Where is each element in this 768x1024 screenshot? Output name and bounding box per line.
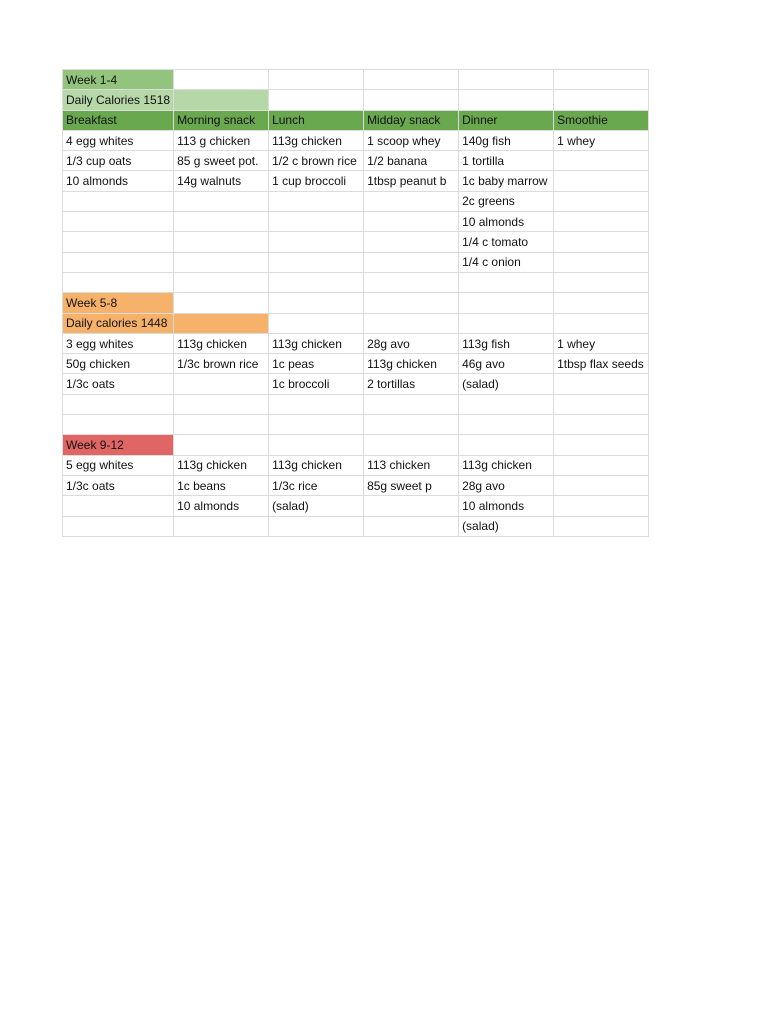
cell[interactable]: 113g chicken xyxy=(269,333,364,353)
cell[interactable] xyxy=(554,374,649,394)
cell[interactable] xyxy=(63,516,174,536)
cell[interactable] xyxy=(459,272,554,292)
cell[interactable] xyxy=(554,151,649,171)
cell[interactable]: 1c broccoli xyxy=(269,374,364,394)
section-label-cell[interactable] xyxy=(63,313,174,333)
cell[interactable] xyxy=(554,171,649,191)
cell[interactable] xyxy=(269,435,364,455)
cell[interactable]: 113g chicken xyxy=(174,455,269,475)
cell[interactable]: 10 almonds xyxy=(459,496,554,516)
table-row xyxy=(63,212,649,232)
cell[interactable] xyxy=(174,90,269,110)
cell[interactable] xyxy=(459,394,554,414)
cell[interactable]: 1/4 c onion xyxy=(459,252,554,272)
cell[interactable]: 113g chicken xyxy=(269,455,364,475)
cell[interactable] xyxy=(63,252,174,272)
cell[interactable] xyxy=(174,313,269,333)
cell[interactable]: 113g chicken xyxy=(459,455,554,475)
cell[interactable]: 14g walnuts xyxy=(174,171,269,191)
cell[interactable]: 2 tortillas xyxy=(364,374,459,394)
section-label-row xyxy=(63,435,649,455)
table-row xyxy=(63,374,649,394)
cell[interactable] xyxy=(269,232,364,252)
cell[interactable]: 5 egg whites xyxy=(63,455,174,475)
table-row xyxy=(63,191,649,211)
cell[interactable] xyxy=(174,272,269,292)
cell[interactable] xyxy=(554,252,649,272)
cell[interactable] xyxy=(554,394,649,414)
cell[interactable] xyxy=(554,212,649,232)
cell[interactable] xyxy=(554,496,649,516)
cell[interactable] xyxy=(269,212,364,232)
column-header[interactable]: Dinner xyxy=(459,110,554,130)
cell[interactable] xyxy=(554,272,649,292)
cell[interactable] xyxy=(269,415,364,435)
column-header[interactable]: Smoothie xyxy=(554,110,649,130)
cell[interactable] xyxy=(63,415,174,435)
section-label-cell[interactable] xyxy=(63,435,174,455)
column-header[interactable]: Breakfast xyxy=(63,110,174,130)
table-row xyxy=(63,455,649,475)
cell[interactable] xyxy=(364,252,459,272)
cell[interactable] xyxy=(364,516,459,536)
cell[interactable]: 1 whey xyxy=(554,333,649,353)
cell[interactable] xyxy=(174,374,269,394)
cell[interactable] xyxy=(364,212,459,232)
cell[interactable] xyxy=(174,415,269,435)
cell[interactable]: 50g chicken xyxy=(63,354,174,374)
cell[interactable] xyxy=(554,435,649,455)
table-row xyxy=(63,475,649,495)
cell[interactable]: 28g avo xyxy=(459,475,554,495)
cell[interactable]: 1/3c oats xyxy=(63,374,174,394)
table-row xyxy=(63,232,649,252)
cell[interactable] xyxy=(554,232,649,252)
cell[interactable]: 10 almonds xyxy=(63,171,174,191)
cell[interactable] xyxy=(174,70,269,90)
cell[interactable]: 85g sweet p xyxy=(364,475,459,495)
cell[interactable] xyxy=(174,394,269,414)
cell[interactable]: (salad) xyxy=(459,374,554,394)
cell[interactable] xyxy=(63,191,174,211)
column-header[interactable]: Morning snack xyxy=(174,110,269,130)
cell[interactable] xyxy=(269,90,364,110)
cell[interactable]: 85 g sweet pot. xyxy=(174,151,269,171)
section-label: Daily Calories 1518 xyxy=(66,92,171,107)
cell[interactable]: 1 tortilla xyxy=(459,151,554,171)
cell[interactable] xyxy=(364,394,459,414)
cell[interactable] xyxy=(63,232,174,252)
cell[interactable] xyxy=(269,272,364,292)
cell[interactable]: 113g fish xyxy=(459,333,554,353)
cell[interactable] xyxy=(174,191,269,211)
meal-plan-sheet xyxy=(62,69,649,537)
cell[interactable]: 1/3c rice xyxy=(269,475,364,495)
section-label-row xyxy=(63,70,649,90)
cell[interactable]: 46g avo xyxy=(459,354,554,374)
cell[interactable]: 140g fish xyxy=(459,130,554,150)
cell[interactable] xyxy=(63,272,174,292)
table-row xyxy=(63,496,649,516)
cell[interactable]: 113g chicken xyxy=(364,354,459,374)
section-label: Week 5-8 xyxy=(66,295,118,310)
cell[interactable]: 1tbsp flax seeds xyxy=(554,354,649,374)
cell[interactable]: 1c beans xyxy=(174,475,269,495)
cell[interactable] xyxy=(554,313,649,333)
cell[interactable] xyxy=(459,313,554,333)
cell[interactable] xyxy=(269,252,364,272)
cell[interactable] xyxy=(554,415,649,435)
section-label-row xyxy=(63,293,649,313)
cell[interactable] xyxy=(364,313,459,333)
cell[interactable] xyxy=(554,475,649,495)
cell[interactable] xyxy=(364,272,459,292)
cell[interactable]: 10 almonds xyxy=(459,212,554,232)
cell[interactable]: 113 g chicken xyxy=(174,130,269,150)
cell[interactable] xyxy=(269,516,364,536)
table-row xyxy=(63,516,649,536)
table-row xyxy=(63,151,649,171)
cell[interactable]: 1c peas xyxy=(269,354,364,374)
cell[interactable]: 3 egg whites xyxy=(63,333,174,353)
cell[interactable] xyxy=(364,415,459,435)
section-label-row xyxy=(63,313,649,333)
cell[interactable] xyxy=(554,191,649,211)
cell[interactable]: 4 egg whites xyxy=(63,130,174,150)
cell[interactable] xyxy=(554,455,649,475)
cell[interactable] xyxy=(269,313,364,333)
section-label: Week 9-12 xyxy=(66,437,124,452)
cell[interactable] xyxy=(459,90,554,110)
cell[interactable] xyxy=(554,516,649,536)
table-row xyxy=(63,415,649,435)
cell[interactable] xyxy=(459,435,554,455)
cell[interactable]: 1/3c oats xyxy=(63,475,174,495)
cell[interactable]: 1 cup broccoli xyxy=(269,171,364,191)
cell[interactable]: 1/3 cup oats xyxy=(63,151,174,171)
section-label-cell[interactable] xyxy=(63,293,174,313)
cell[interactable] xyxy=(63,394,174,414)
header-row xyxy=(63,110,649,130)
cell[interactable]: 1/3c brown rice xyxy=(174,354,269,374)
section-label-cell[interactable] xyxy=(63,70,174,90)
table-row xyxy=(63,130,649,150)
cell[interactable] xyxy=(269,394,364,414)
table-row xyxy=(63,333,649,353)
cell[interactable]: 10 almonds xyxy=(174,496,269,516)
cell[interactable]: 1 whey xyxy=(554,130,649,150)
cell[interactable] xyxy=(63,212,174,232)
table-row xyxy=(63,252,649,272)
cell[interactable]: 28g avo xyxy=(364,333,459,353)
cell[interactable] xyxy=(174,516,269,536)
cell[interactable]: (salad) xyxy=(269,496,364,516)
column-header[interactable]: Lunch xyxy=(269,110,364,130)
cell[interactable] xyxy=(554,70,649,90)
cell[interactable] xyxy=(174,252,269,272)
cell[interactable]: 1c baby marrow xyxy=(459,171,554,191)
cell[interactable] xyxy=(269,293,364,313)
cell[interactable] xyxy=(269,191,364,211)
column-header[interactable]: Midday snack xyxy=(364,110,459,130)
cell[interactable] xyxy=(174,435,269,455)
cell[interactable] xyxy=(364,70,459,90)
cell[interactable]: 113 chicken xyxy=(364,455,459,475)
cell[interactable] xyxy=(554,90,649,110)
section-label-cell[interactable] xyxy=(63,90,174,110)
section-label: Daily calories 1448 xyxy=(66,316,168,331)
cell[interactable] xyxy=(364,435,459,455)
cell[interactable] xyxy=(174,212,269,232)
cell[interactable]: (salad) xyxy=(459,516,554,536)
cell[interactable] xyxy=(364,232,459,252)
table-row xyxy=(63,171,649,191)
cell[interactable] xyxy=(364,496,459,516)
cell[interactable] xyxy=(174,293,269,313)
cell[interactable]: 113g chicken xyxy=(174,333,269,353)
table-row xyxy=(63,272,649,292)
cell[interactable]: 1tbsp peanut b xyxy=(364,171,459,191)
section-label-row xyxy=(63,90,649,110)
cell[interactable] xyxy=(459,415,554,435)
cell[interactable] xyxy=(63,496,174,516)
cell[interactable]: 1 scoop whey xyxy=(364,130,459,150)
cell[interactable] xyxy=(364,293,459,313)
cell[interactable] xyxy=(269,70,364,90)
cell[interactable] xyxy=(459,293,554,313)
section-label: Week 1-4 xyxy=(66,72,118,87)
cell[interactable]: 2c greens xyxy=(459,191,554,211)
cell[interactable]: 1/2 banana xyxy=(364,151,459,171)
cell[interactable] xyxy=(364,90,459,110)
cell[interactable] xyxy=(554,293,649,313)
cell[interactable] xyxy=(459,70,554,90)
cell[interactable]: 1/2 c brown rice xyxy=(269,151,364,171)
table-row xyxy=(63,394,649,414)
table-row xyxy=(63,354,649,374)
cell[interactable]: 113g chicken xyxy=(269,130,364,150)
cell[interactable]: 1/4 c tomato xyxy=(459,232,554,252)
cell[interactable] xyxy=(174,232,269,252)
cell[interactable] xyxy=(364,191,459,211)
